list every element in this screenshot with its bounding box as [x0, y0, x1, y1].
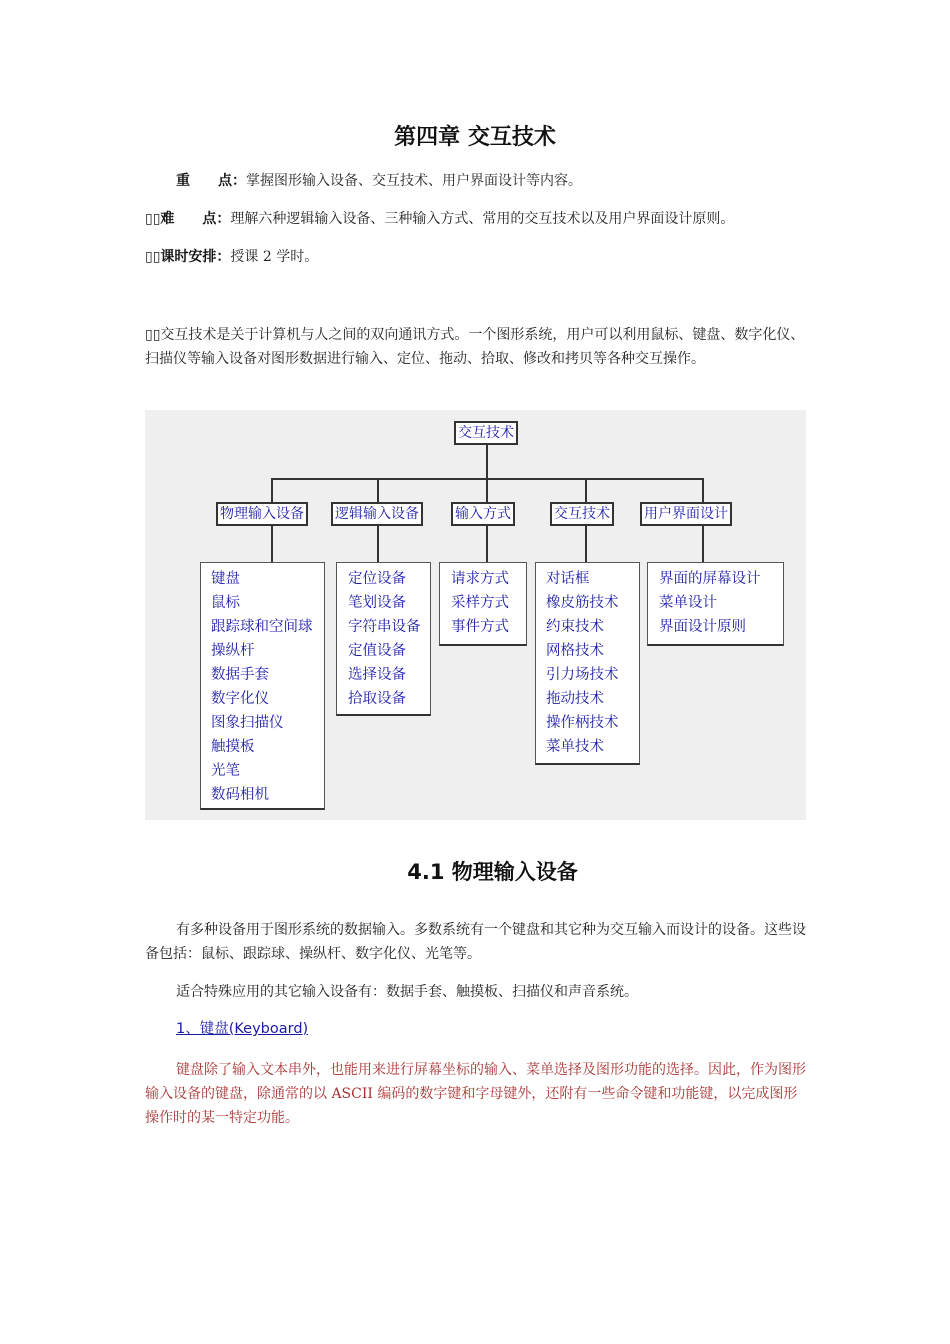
list-item: 界面的屏幕设计 [659, 571, 761, 587]
bullet-glyph: ▯▯ [145, 249, 161, 265]
list-item: 网格技术 [546, 643, 604, 659]
logical-input-list [336, 562, 431, 716]
list-item: 数码相机 [211, 787, 269, 803]
list-item: 触摸板 [211, 739, 255, 755]
list-item: 光笔 [211, 763, 240, 779]
interaction-tech-list [535, 562, 640, 765]
list-item: 采样方式 [451, 595, 509, 611]
branch-line [702, 478, 704, 502]
chapter-title: 第四章 交互技术 [394, 125, 556, 150]
list-item: 引力场技术 [546, 667, 619, 683]
key-points-label: 重 点： [176, 173, 246, 189]
branch-line [486, 478, 488, 502]
paragraph-special-devices: 适合特殊应用的其它输入设备有：数据手套、触摸板、扫描仪和声音系统。 [176, 984, 638, 1000]
list-item: 菜单设计 [659, 595, 717, 611]
interaction-tech-diagram [145, 410, 806, 820]
list-item: 图象扫描仪 [211, 715, 284, 731]
bullet-glyph: ▯▯ [145, 327, 161, 343]
section-title: 4.1 物理输入设备 [407, 860, 578, 884]
list-item: 数据手套 [211, 667, 269, 683]
branch-line [377, 478, 379, 502]
category-ui-design: 用户界面设计 [640, 502, 732, 526]
list-item: 界面设计原则 [659, 619, 746, 635]
list-item: 数字化仪 [211, 691, 269, 707]
physical-input-list [200, 562, 325, 810]
list-connector [585, 524, 587, 562]
difficult-points-label: 难 点： [160, 211, 231, 227]
list-item: 事件方式 [451, 619, 509, 635]
key-points-text: 掌握图形输入设备、交互技术、用户界面设计等内容。 [246, 173, 582, 189]
list-connector [702, 524, 704, 562]
list-item: 拖动技术 [546, 691, 604, 707]
list-connector [486, 524, 488, 562]
list-item: 定位设备 [348, 571, 406, 587]
category-physical-input: 物理输入设备 [216, 502, 308, 526]
keyboard-section-link[interactable] [176, 1019, 308, 1039]
difficult-points-text: 理解六种逻辑输入设备、三种输入方式、常用的交互技术以及用户界面设计原则。 [230, 211, 735, 227]
list-item: 拾取设备 [348, 691, 406, 707]
list-item: 跟踪球和空间球 [211, 619, 313, 635]
intro-paragraph [145, 323, 810, 371]
branch-line [271, 478, 273, 502]
category-input-mode: 输入方式 [451, 502, 515, 526]
list-item: 字符串设备 [348, 619, 421, 635]
intro-text: 交互技术是关于计算机与人之间的双向通讯方式。一个图形系统，用户可以利用鼠标、键盘、数字化仪、扫描仪等输入设备对图形数据进行输入、定位、拖动、拾取、修改和拷贝等各种交互操作。 [145, 327, 805, 367]
list-item: 橡皮筋技术 [546, 595, 619, 611]
ui-design-list [647, 562, 784, 646]
list-item: 对话框 [546, 571, 590, 587]
list-connector [377, 524, 379, 562]
category-interaction-tech: 交互技术 [550, 502, 614, 526]
list-item: 操作柄技术 [546, 715, 619, 731]
key-points [176, 171, 582, 191]
branch-line [585, 478, 587, 502]
paragraph-devices: 有多种设备用于图形系统的数据输入。多数系统有一个键盘和其它种为交互输入而设计的设备。这些设备包括：鼠标、跟踪球、操纵杆、数字化仪、光笔等。 [145, 922, 806, 962]
paragraph-keyboard: 键盘除了输入文本串外，也能用来进行屏幕坐标的输入、菜单选择及图形功能的选择。因此，作为图形输入设备的键盘，除通常的以 ASCII 编码的数字键和字母键外，还附有一些命令键和功能键，以完成图形操作时的某一特定功能。 [145, 1062, 806, 1126]
list-item: 定值设备 [348, 643, 406, 659]
list-connector [271, 524, 273, 562]
category-logical-input: 逻辑输入设备 [331, 502, 423, 526]
list-item: 请求方式 [451, 571, 509, 587]
list-item: 菜单技术 [546, 739, 604, 755]
keyboard-link-text[interactable]: 1、键盘(Keyboard) [176, 1021, 309, 1037]
list-item: 笔划设备 [348, 595, 406, 611]
bullet-glyph: ▯▯ [145, 211, 161, 227]
list-item: 鼠标 [211, 595, 240, 611]
list-item: 选择设备 [348, 667, 406, 683]
list-item: 操纵杆 [211, 643, 255, 659]
diagram-root: 交互技术 [454, 421, 518, 445]
class-hours [145, 247, 318, 267]
list-item: 约束技术 [546, 619, 604, 635]
input-mode-list [439, 562, 527, 646]
difficult-points [145, 209, 734, 229]
class-hours-text: 授课 2 学时。 [230, 249, 319, 265]
class-hours-label: 课时安排： [160, 249, 231, 265]
list-item: 键盘 [211, 571, 240, 587]
